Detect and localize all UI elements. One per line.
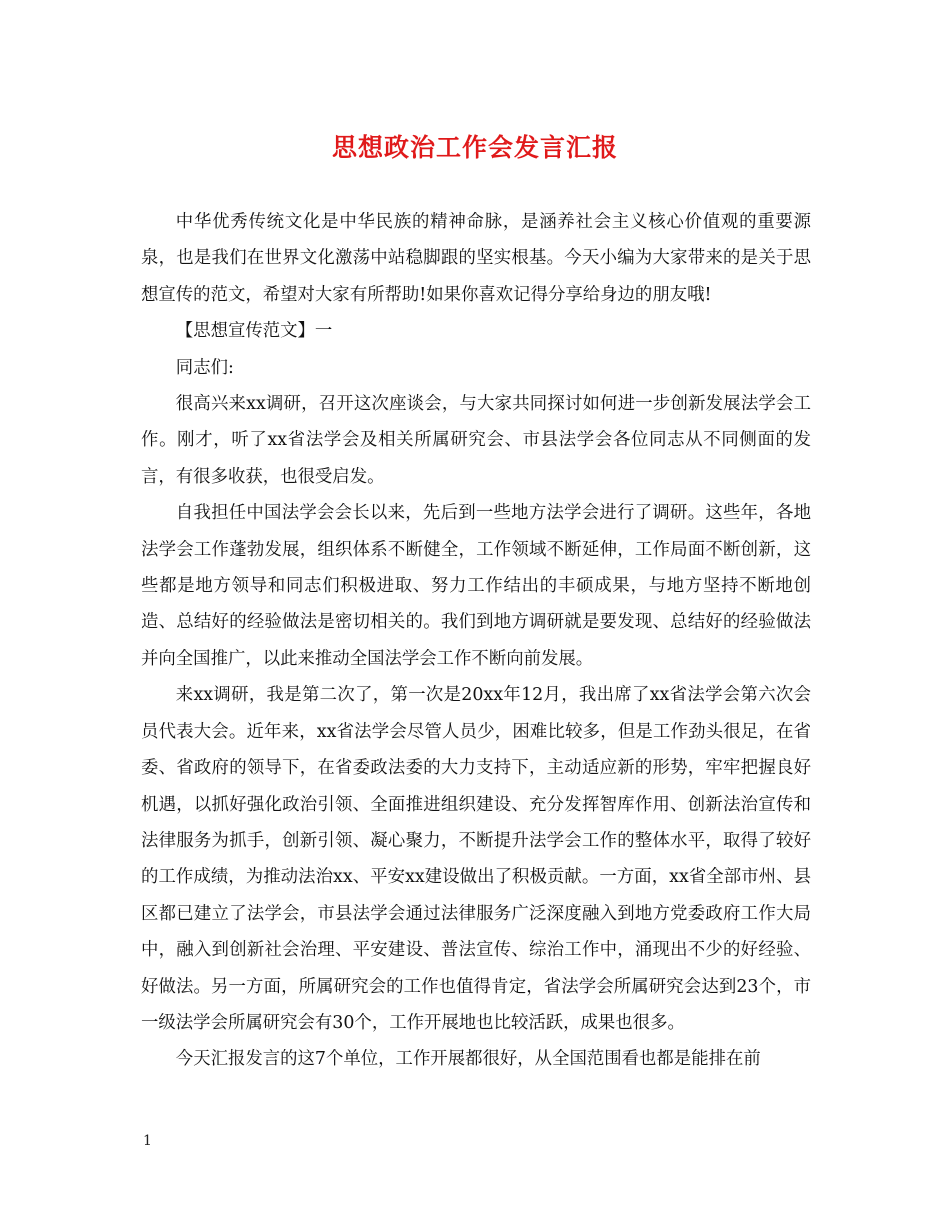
page-number: 1 [143, 1133, 152, 1149]
paragraph-survey: 自我担任中国法学会会长以来，先后到一些地方法学会进行了调研。这些年，各地法学会工作蓬勃发展，组织体系不断健全，工作领域不断延伸，工作局面不断创新，这些都是地方领导和同志们积极进取、努力工作结出的丰硕成果，与地方坚持不断地创造、总结好的经验做法是密切相关的。我们到地方调研就是要发现、总结好的经验做法并向全国推广，以此来推动全国法学会工作不断向前发展。 [141, 503, 811, 669]
paragraph-province-work: 来xx调研，我是第二次了，第一次是20xx年12月，我出席了xx省法学会第六次会员代表大会。近年来，xx省法学会尽管人员少，困难比较多，但是工作劲头很足，在省委、省政府的领导下，在省委政法委的大力支持下，主动适应新的形势，牢牢把握良好机遇，以抓好强化政治引领、全面推进组织建设、充分发挥智库作用、创新法治宣传和法律服务为抓手，创新引领、凝心聚力，不断提升法学会工作的整体水平，取得了较好的工作成绩，为推动法治xx、平安xx建设做出了积极贡献。一方面，xx省全部市州、县区都已建立了法学会，市县法学会通过法律服务广泛深度融入到地方党委政府工作大局中，融入到创新社会治理、平安建设、普法宣传、综治工作中，涌现出不少的好经验、好做法。另一方面，所属研究会的工作也值得肯定，省法学会所属研究会达到23个，市一级法学会所属研究会有30个，工作开展地也比较活跃，成果也很多。 [141, 685, 811, 1033]
paragraph-intro: 中华优秀传统文化是中华民族的精神命脉，是涵养社会主义核心价值观的重要源泉，也是我们在世界文化激荡中站稳脚跟的坚实根基。今天小编为大家带来的是关于思想宣传的范文，希望对大家有所帮助!如果你喜欢记得分享给身边的朋友哦! [141, 212, 811, 305]
document-title: 思想政治工作会发言汇报 [331, 133, 618, 162]
paragraph-reports: 今天汇报发言的这7个单位，工作开展都很好，从全国范围看也都是能排在前 [175, 1049, 761, 1070]
paragraph-section-heading: 【思想宣传范文】一 [175, 321, 333, 342]
paragraph-opening: 很高兴来xx调研，召开这次座谈会，与大家共同探讨如何进一步创新发展法学会工作。刚才，听了xx省法学会及相关所属研究会、市县法学会各位同志从不同侧面的发言，有很多收获，也很受启发。 [141, 394, 811, 487]
paragraph-salutation: 同志们: [175, 357, 234, 378]
document-body [141, 204, 811, 1078]
